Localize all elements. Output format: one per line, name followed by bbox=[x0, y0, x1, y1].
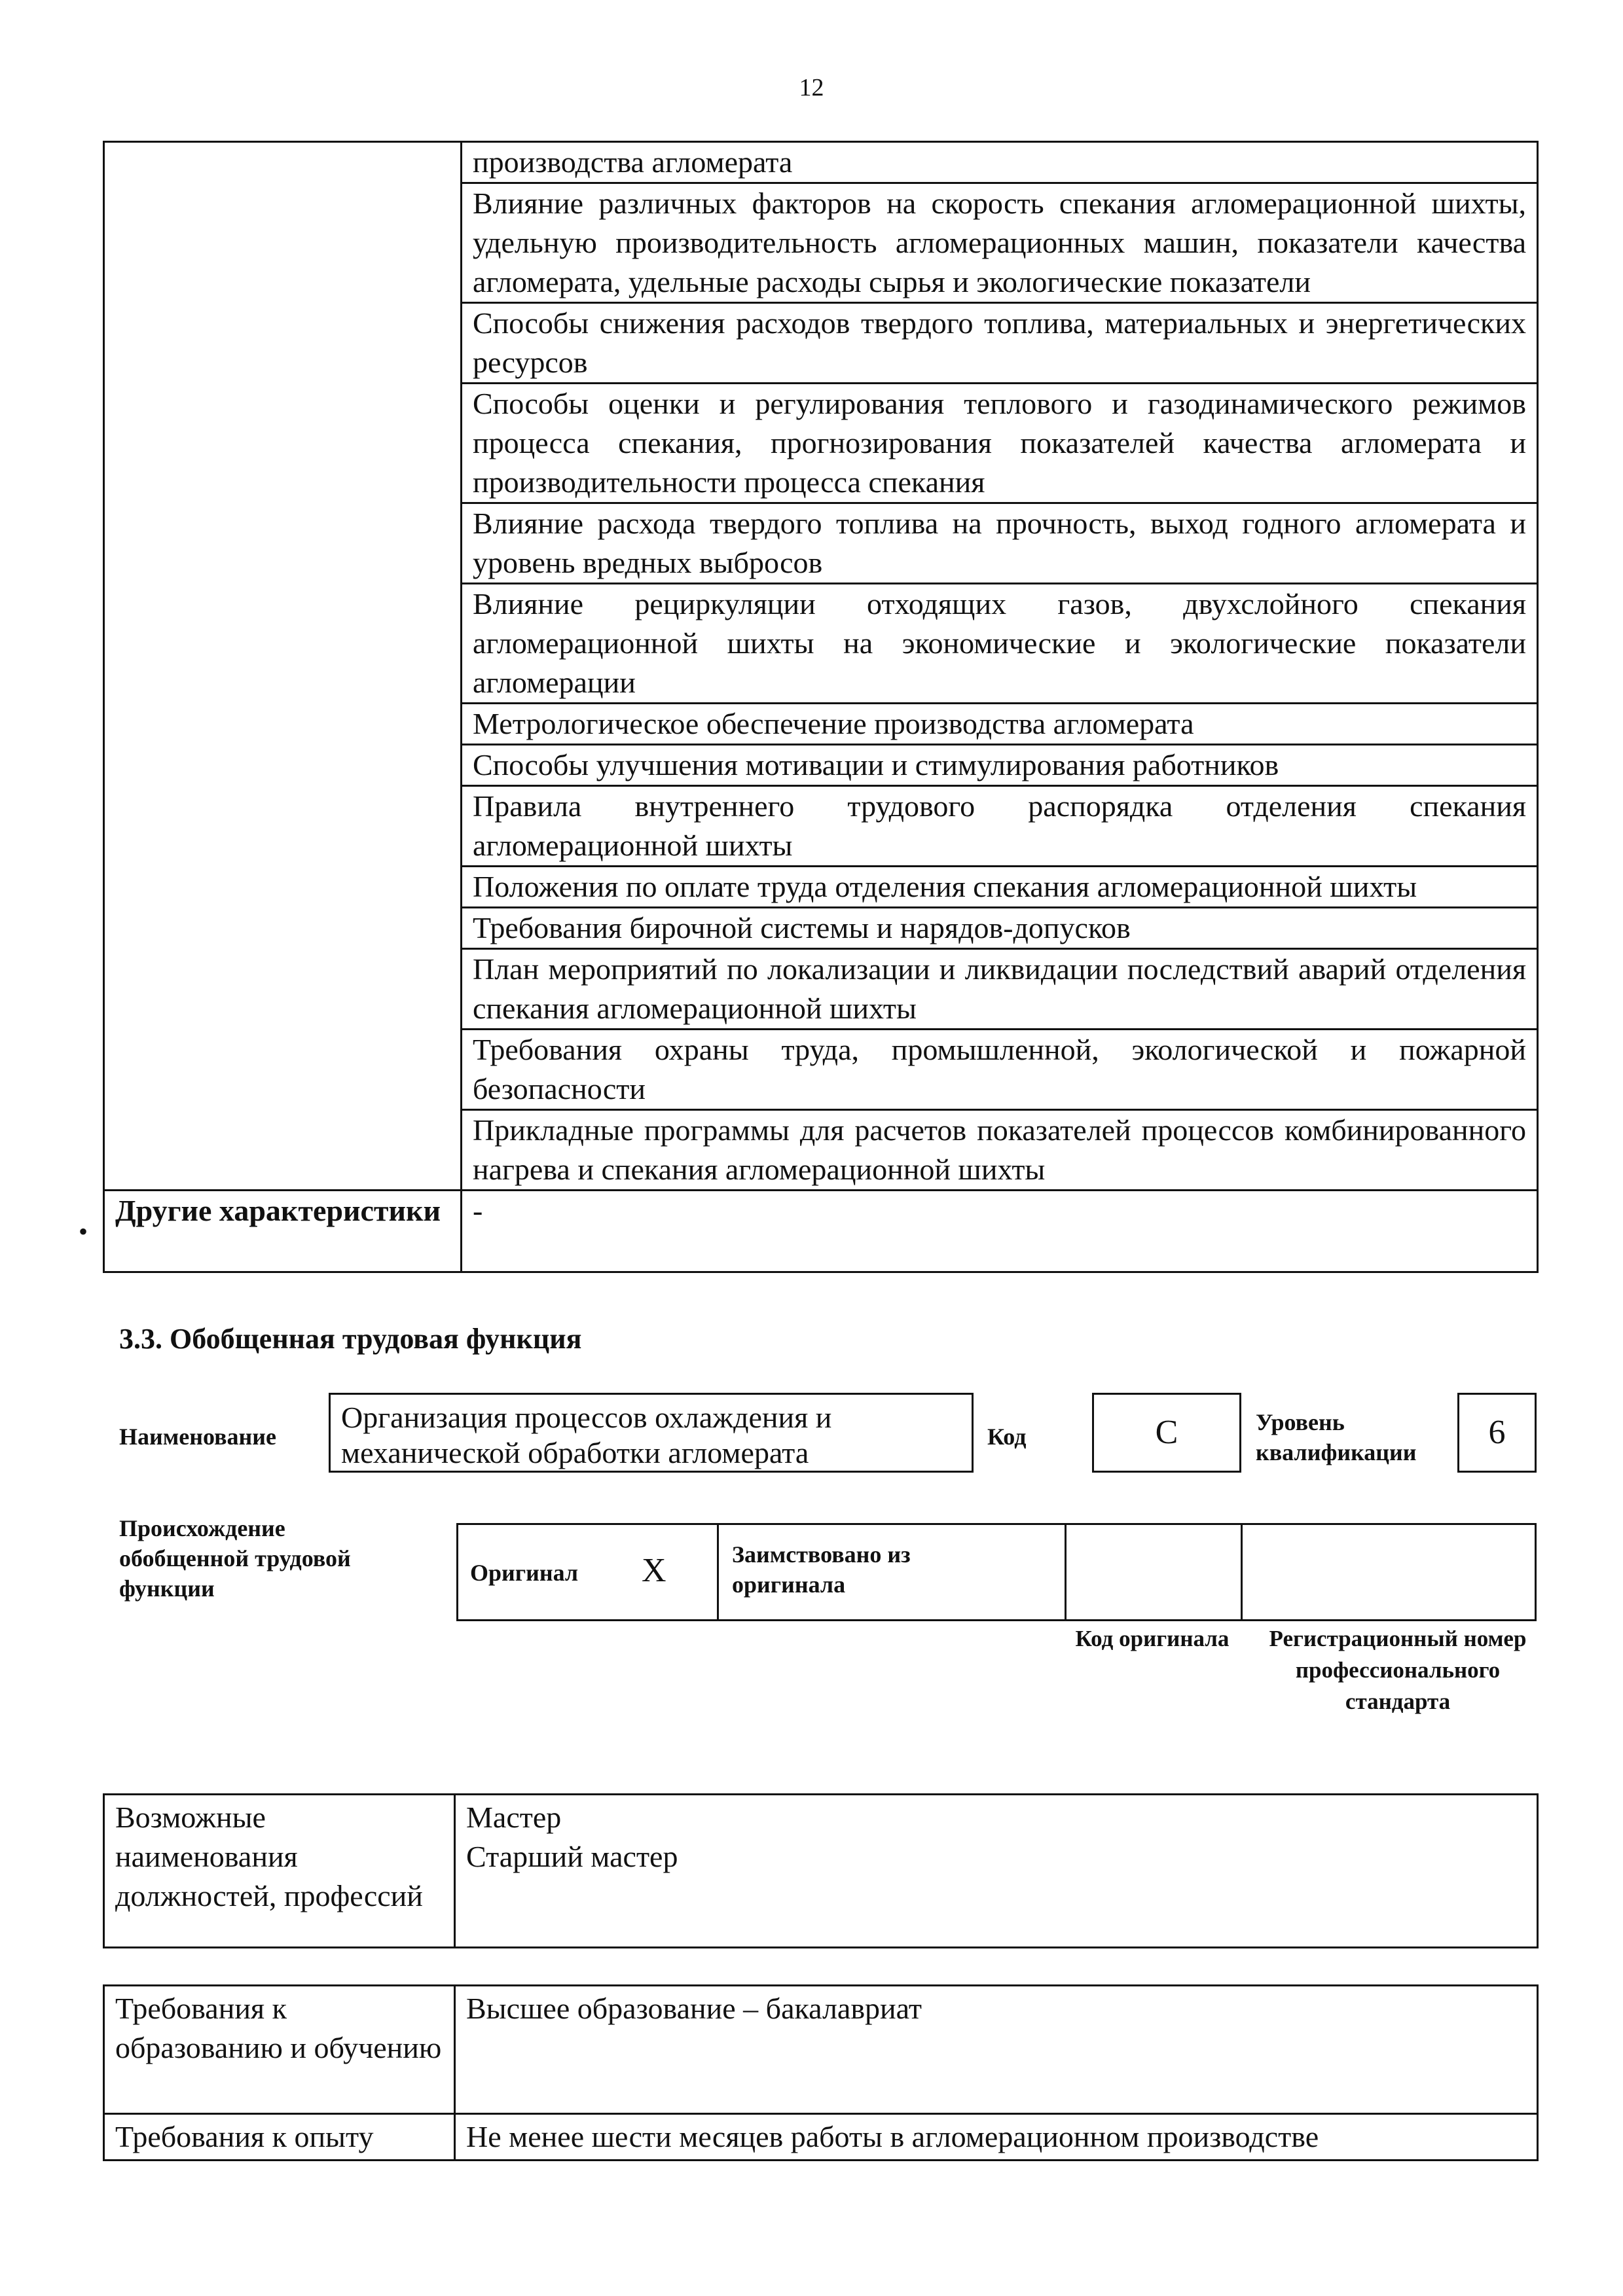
position-item: Мастер bbox=[466, 1801, 562, 1834]
empty-label-cell bbox=[104, 142, 462, 1191]
education-value: Высшее образование – бакалавриат bbox=[455, 1986, 1538, 2114]
knowledge-item: производства агломерата bbox=[462, 142, 1538, 183]
positions-label: Возможные наименования должностей, профессий bbox=[104, 1795, 455, 1948]
position-item: Старший мастер bbox=[466, 1840, 678, 1873]
education-label: Требования к образованию и обучению bbox=[104, 1986, 455, 2114]
knowledge-item: Правила внутреннего трудового распорядка отделения спекания агломерационной шихты bbox=[462, 786, 1538, 867]
borrowed-label: Заимствовано из оригинала bbox=[732, 1541, 911, 1598]
positions-table bbox=[103, 1793, 1539, 1948]
knowledge-item: Влияние расхода твердого топлива на прочность, выход годного агломерата и уровень вредных выбросов bbox=[462, 503, 1538, 584]
experience-value: Не менее шести месяцев работы в агломерационном производстве bbox=[455, 2114, 1538, 2161]
page-number: 12 bbox=[799, 74, 824, 101]
knowledge-continuation-table bbox=[103, 141, 1539, 1273]
other-characteristics-label: Другие характеристики bbox=[104, 1191, 462, 1272]
name-label: Наименование bbox=[119, 1424, 276, 1450]
qualification-level-label: Уровень квалификации bbox=[1256, 1409, 1417, 1465]
table-row bbox=[104, 1795, 1538, 1948]
knowledge-item: Прикладные программы для расчетов показателей процессов комбинированного нагрева и спекания агломерационной шихты bbox=[462, 1110, 1538, 1191]
knowledge-item: Способы оценки и регулирования теплового и газодинамического режимов процесса спекания, прогнозирования показателей качества агломерата и производительности процесса спекания bbox=[462, 384, 1538, 503]
code-value: C bbox=[1155, 1414, 1178, 1451]
divider bbox=[1065, 1525, 1067, 1619]
knowledge-item: Требования охраны труда, промышленной, экологической и пожарной безопасности bbox=[462, 1030, 1538, 1110]
table-row bbox=[104, 142, 1538, 183]
other-characteristics-value: - bbox=[462, 1191, 1538, 1272]
knowledge-item: Требования бирочной системы и нарядов-допусков bbox=[462, 908, 1538, 949]
knowledge-item: Метрологическое обеспечение производства агломерата bbox=[462, 704, 1538, 745]
positions-values bbox=[455, 1795, 1538, 1948]
knowledge-item: Способы улучшения мотивации и стимулирования работников bbox=[462, 745, 1538, 786]
table-row bbox=[104, 2114, 1538, 2161]
knowledge-item: Положения по оплате труда отделения спекания агломерационной шихты bbox=[462, 867, 1538, 908]
code-label: Код bbox=[987, 1424, 1027, 1450]
original-label: Оригинал bbox=[470, 1560, 579, 1586]
function-name-value: Организация процессов охлаждения и механической обработки агломерата bbox=[341, 1401, 832, 1469]
knowledge-item: Влияние рециркуляции отходящих газов, двухслойного спекания агломерационной шихты на экономические и экологические показатели агломерации bbox=[462, 584, 1538, 704]
registration-number-caption: Регистрационный номер профессионального стандарта bbox=[1269, 1626, 1527, 1714]
divider bbox=[717, 1525, 719, 1619]
origin-table bbox=[456, 1523, 1537, 1621]
knowledge-item: Способы снижения расходов твердого топлива, материальных и энергетических ресурсов bbox=[462, 303, 1538, 384]
level-box bbox=[1457, 1393, 1537, 1473]
function-name-box bbox=[329, 1393, 974, 1473]
code-box bbox=[1092, 1393, 1241, 1473]
stray-mark: • bbox=[79, 1217, 88, 1246]
original-mark: X bbox=[642, 1552, 666, 1589]
origin-label: Происхождение обобщенной трудовой функции bbox=[119, 1515, 351, 1602]
knowledge-item: Влияние различных факторов на скорость спекания агломерационной шихты, удельную производительность агломерационных машин, показатели качества агломерата, удельные расходы сырья и экологические показатели bbox=[462, 183, 1538, 303]
divider bbox=[1241, 1525, 1243, 1619]
section-title: 3.3. Обобщенная трудовая функция bbox=[119, 1323, 582, 1355]
requirements-table bbox=[103, 1984, 1539, 2161]
level-value: 6 bbox=[1488, 1414, 1506, 1451]
code-original-caption: Код оригинала bbox=[1075, 1626, 1230, 1651]
table-row bbox=[104, 1191, 1538, 1272]
experience-label: Требования к опыту bbox=[104, 2114, 455, 2161]
table-row bbox=[104, 1986, 1538, 2114]
knowledge-item: План мероприятий по локализации и ликвидации последствий аварий отделения спекания агломерационной шихты bbox=[462, 949, 1538, 1030]
